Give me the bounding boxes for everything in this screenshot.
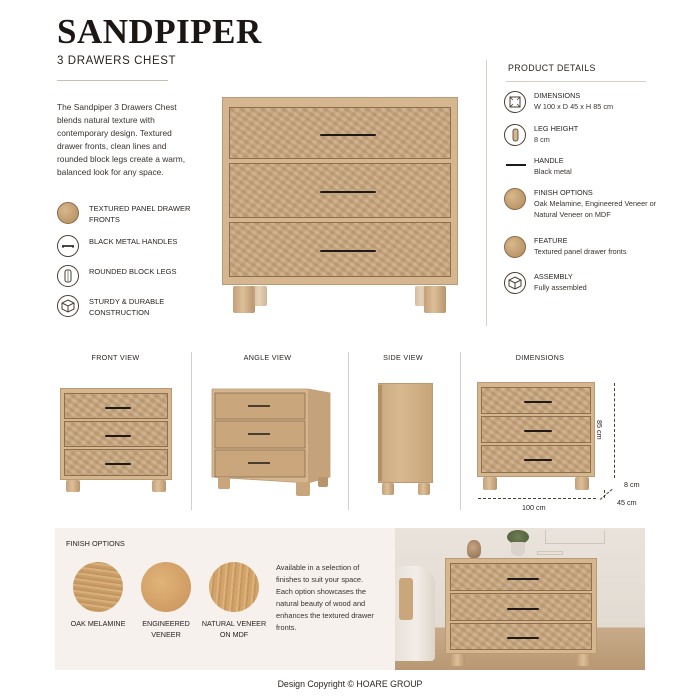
copyright-footer: Design Copyright © HOARE GROUP: [277, 679, 423, 689]
feature-label: TEXTURED PANEL DRAWER FRONTS: [89, 204, 191, 224]
detail-label: HANDLE: [534, 156, 564, 165]
product-details-title: PRODUCT DETAILS: [508, 63, 596, 73]
detail-value: Oak Melamine, Engineered Veneer or Natural Veneer on MDF: [534, 199, 657, 219]
feature-construction: [57, 295, 207, 323]
cube-icon: [57, 295, 79, 317]
drawer-top: [229, 107, 451, 159]
product-details-rule: [506, 81, 646, 82]
detail-value: Fully assembled: [534, 283, 587, 292]
drawer-top: [481, 387, 591, 414]
dimensions-frame-icon: [504, 91, 526, 113]
chest-leg: [418, 483, 430, 495]
drawer-handle: [320, 250, 376, 252]
drawer-handle: [105, 407, 131, 409]
books: [537, 551, 563, 555]
detail-value: 8 cm: [534, 135, 550, 144]
chest-leg: [451, 654, 465, 666]
cushion: [399, 578, 413, 620]
natural-veneer-swatch: [209, 562, 259, 612]
drawer-edge: [378, 385, 382, 481]
oak-melamine-swatch: [73, 562, 123, 612]
detail-label: ASSEMBLY: [534, 272, 573, 281]
main-chest-image: [220, 95, 460, 320]
detail-label: DIMENSIONS: [534, 91, 581, 100]
angle-view-image: [210, 385, 335, 500]
detail-label: LEG HEIGHT: [534, 124, 579, 133]
finish-option-label: NATURAL VENEER ON MDF: [201, 619, 267, 639]
chest-leg: [233, 286, 255, 313]
drawer-middle: [229, 163, 451, 218]
dimensions-view-image: [477, 382, 597, 494]
textured-panel-swatch-icon: [57, 202, 79, 224]
front-view-image: [60, 388, 172, 496]
drawer-middle: [450, 593, 592, 621]
chest-side-panel: [378, 383, 433, 483]
drawer-bottom: [64, 449, 168, 476]
width-dimension-label: 100 cm: [522, 503, 546, 512]
room-scene-image: [395, 528, 645, 670]
feature-label: ROUNDED BLOCK LEGS: [89, 267, 177, 276]
details-divider: [486, 60, 487, 326]
feature-legs: [57, 265, 207, 293]
drawer-handle: [507, 637, 539, 639]
block-leg-icon: [57, 265, 79, 287]
drawer-bottom: [481, 445, 591, 473]
chest-leg: [575, 477, 589, 490]
wall-art-frame: [545, 530, 605, 544]
finish-options-title: FINISH OPTIONS: [66, 539, 125, 548]
chest-leg: [253, 286, 267, 306]
leg-dimension-label: 8 cm: [624, 480, 640, 489]
side-view-label: SIDE VIEW: [383, 353, 423, 362]
drawer-top: [64, 393, 168, 419]
angle-view-label: ANGLE VIEW: [243, 353, 292, 362]
feature-swatch-icon: [504, 236, 526, 258]
drawer-handle: [320, 134, 376, 136]
drawer-handle: [524, 401, 552, 403]
drawer-handle: [320, 191, 376, 193]
drawer-bottom: [229, 222, 451, 277]
assembly-box-icon: [504, 272, 526, 294]
detail-value: Textured panel drawer fronts: [534, 247, 627, 256]
view-separator: [191, 352, 192, 510]
finish-swatch-icon: [504, 188, 526, 210]
chest-leg: [382, 483, 394, 495]
drawer-middle: [64, 421, 168, 447]
product-title: SANDPIPER: [57, 12, 262, 51]
chest-leg: [66, 480, 80, 492]
depth-dimension-line: [600, 489, 613, 500]
vase: [467, 540, 481, 558]
height-dimension-label: 85 cm: [595, 420, 604, 440]
drawer-middle: [481, 416, 591, 443]
drawer-top: [450, 563, 592, 591]
intro-text: The Sandpiper 3 Drawers Chest blends natural texture with contemporary design. Textured drawer fronts, clean lines and rounded block legs create a warm, balanced look for any space.: [57, 102, 186, 178]
detail-value: Black metal: [534, 167, 572, 176]
handle-line-icon: [506, 164, 526, 166]
width-dimension-line: [478, 498, 596, 499]
drawer-handle: [507, 578, 539, 580]
drawer-handle: [507, 608, 539, 610]
side-view-image: [378, 383, 433, 498]
drawer-bottom: [450, 623, 592, 650]
view-separator: [460, 352, 461, 510]
depth-dimension-label: 45 cm: [617, 498, 637, 507]
front-view-label: FRONT VIEW: [91, 353, 140, 362]
handle-icon: [57, 235, 79, 257]
feature-handles: [57, 235, 207, 263]
chest-leg: [577, 654, 591, 666]
feature-textured-panel: [57, 202, 207, 230]
finish-options-description: Available in a selection of finishes to suit your space. Each option showcases the natural beauty of wood and enhances the textured drawer fronts.: [276, 563, 374, 632]
product-subtitle: 3 DRAWERS CHEST: [57, 55, 177, 67]
view-separator: [348, 352, 349, 510]
finish-option-label: OAK MELAMINE: [70, 619, 126, 628]
detail-label: FEATURE: [534, 236, 568, 245]
chest-leg: [483, 477, 497, 490]
plant-pot: [511, 542, 525, 556]
leg-height-icon: [504, 124, 526, 146]
subtitle-divider: [57, 80, 168, 81]
engineered-veneer-swatch: [141, 562, 191, 612]
feature-label: STURDY & DURABLE CONSTRUCTION: [89, 297, 165, 317]
drawer-handle: [105, 435, 131, 437]
detail-label: FINISH OPTIONS: [534, 188, 593, 197]
chest-leg: [424, 286, 446, 313]
dimensions-view-label: DIMENSIONS: [515, 353, 565, 362]
finish-option-label: ENGINEERED VENEER: [142, 619, 190, 639]
drawer-handle: [105, 463, 131, 465]
detail-value: W 100 x D 45 x H 85 cm: [534, 102, 614, 111]
drawer-handle: [524, 430, 552, 432]
drawer-handle: [524, 459, 552, 461]
feature-label: BLACK METAL HANDLES: [89, 237, 178, 246]
chest-leg: [152, 480, 166, 492]
height-dimension-line: [614, 383, 615, 478]
